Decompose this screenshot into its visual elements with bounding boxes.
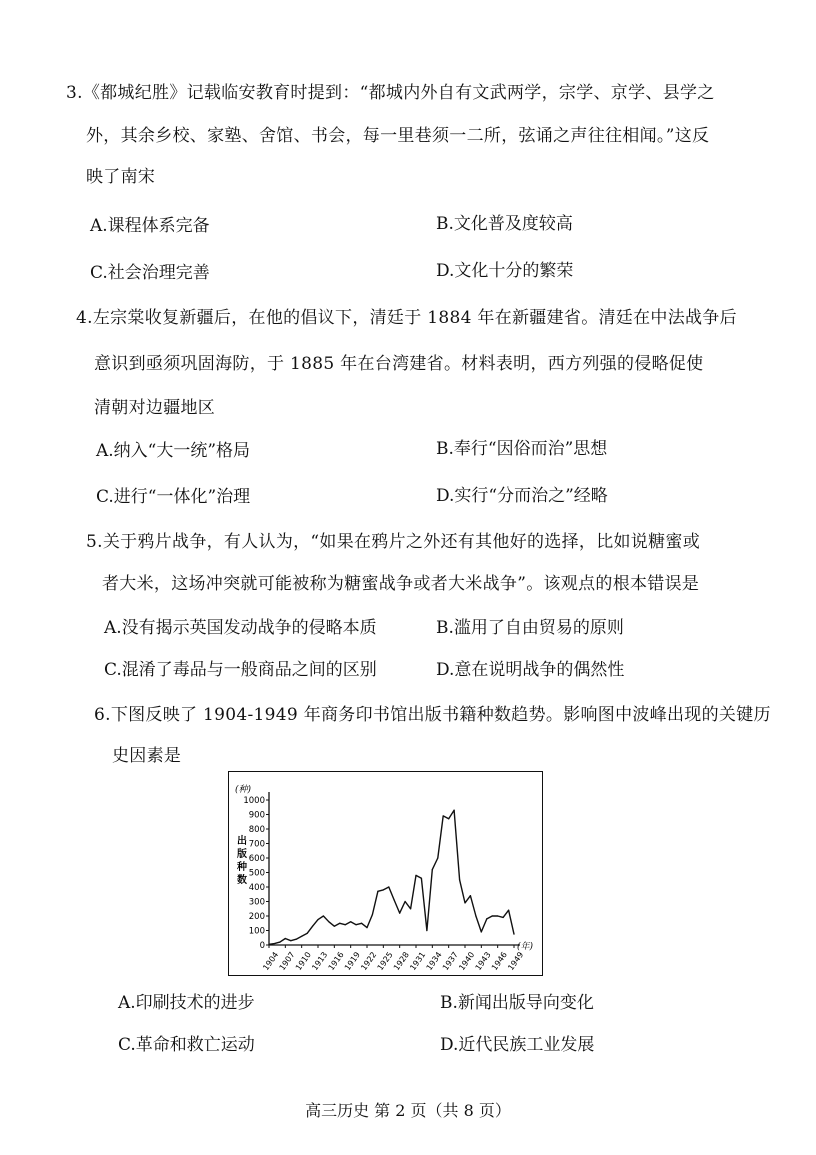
page-footer: 高三历史 第 2 页（共 8 页） [305,1101,511,1120]
q3-option-b[interactable]: B.文化普及度较高 [436,214,573,234]
data-point [503,917,504,918]
data-point [426,930,427,931]
chart-svg [229,772,544,977]
y-axis-label-char: 版 [237,849,247,860]
y-tick-label: 900 [248,810,265,821]
data-point [339,923,340,924]
series-line [269,810,514,944]
q5-option-d[interactable]: D.意在说明战争的偶然性 [436,660,625,680]
data-point [497,915,498,916]
data-point [285,938,286,939]
q5-stem-line-1: 5.关于鸦片战争，有人认为，“如果在鸦片之外还有其他好的选择，比如说糖蜜或 [86,532,701,552]
q6-option-b[interactable]: B.新闻出版导向变化 [440,993,594,1013]
data-point [437,857,438,858]
data-point [323,915,324,916]
data-point [388,886,389,887]
y-tick-label: 600 [248,854,265,864]
q6-option-c[interactable]: C.革命和救亡运动 [118,1035,255,1055]
x-tick-label: 1916 [326,950,346,973]
data-point [361,923,362,924]
x-tick-label: 1937 [440,950,460,973]
data-point [317,919,318,920]
y-tick-label: 300 [248,897,265,908]
x-tick-label: 1934 [424,950,444,973]
q6-stem-line-1: 6.下图反映了 1904-1949 年商务印书馆出版书籍种数趋势。影响图中波峰出现的关键历 [94,705,771,725]
data-point [366,927,367,928]
x-tick-label: 1928 [391,950,411,973]
y-tick-label: 800 [248,825,265,835]
data-point [399,913,400,914]
data-point [508,910,509,911]
data-point [481,931,482,932]
y-unit-label: (种) [235,785,252,795]
q5-option-b[interactable]: B.滥用了自由贸易的原则 [436,618,624,638]
data-point [268,944,269,945]
data-point [421,878,422,879]
data-point [410,908,411,909]
data-point [307,933,308,934]
y-axis-label-char: 数 [237,875,247,886]
data-point [459,879,460,880]
q5-option-a[interactable]: A.没有揭示英国发动战争的侵略本质 [104,618,377,638]
x-tick-label: 1931 [408,950,428,973]
x-tick-label: 1907 [277,950,297,973]
data-point [279,942,280,943]
y-tick-label: 100 [248,926,265,937]
q4-option-b[interactable]: B.奉行“因俗而治”思想 [436,439,608,459]
data-point [475,915,476,916]
data-point [350,921,351,922]
q3-option-c[interactable]: C.社会治理完善 [90,263,210,283]
data-point [486,918,487,919]
data-point [274,943,275,944]
y-tick-label: 0 [259,941,265,951]
data-point [301,936,302,937]
q5-option-c[interactable]: C.混淆了毒品与一般商品之间的区别 [104,660,377,680]
data-point [345,924,346,925]
y-axis-label-char: 种 [237,862,247,873]
data-point [454,810,455,811]
x-tick-label: 1925 [375,950,395,973]
data-point [394,899,395,900]
publishing-trend-chart [228,771,543,976]
q3-option-a[interactable]: A.课程体系完备 [90,216,210,236]
x-unit-label: (年) [517,942,534,952]
q6-stem-line-2: 史因素是 [112,746,182,766]
data-point [356,924,357,925]
q4-stem-line-2: 意识到亟须巩固海防，于 1885 年在台湾建省。材料表明，西方列强的侵略促使 [94,354,704,374]
y-tick-label: 200 [248,912,265,922]
data-point [415,875,416,876]
q3-stem-line-2: 外，其余乡校、家塾、舍馆、书会，每一里巷须一二所，弦诵之声往往相闻。”这反 [86,126,710,146]
q4-option-c[interactable]: C.进行“一体化”治理 [96,487,251,507]
q3-stem-line-3: 映了南宋 [86,167,156,187]
data-point [377,891,378,892]
data-point [372,914,373,915]
x-tick-label: 1946 [489,950,509,973]
data-point [464,902,465,903]
data-point [328,921,329,922]
data-point [290,940,291,941]
data-point [492,915,493,916]
y-tick-label: 400 [248,883,265,893]
q4-stem-line-3: 清朝对边疆地区 [94,398,216,418]
data-point [334,926,335,927]
x-tick-label: 1922 [359,950,379,973]
x-tick-label: 1943 [473,950,493,973]
q6-option-a[interactable]: A.印刷技术的进步 [118,993,255,1013]
q4-option-a[interactable]: A.纳入“大一统”格局 [96,441,251,461]
x-tick-label: 1940 [457,950,477,973]
data-point [312,926,313,927]
data-point [432,869,433,870]
x-tick-label: 1913 [310,950,330,973]
data-point [443,815,444,816]
data-point [296,939,297,940]
y-tick-label: 700 [248,839,265,850]
q4-option-d[interactable]: D.实行“分而治之”经略 [436,486,608,506]
y-axis-label-char: 出 [237,836,247,847]
data-point [405,901,406,902]
x-tick-label: 1919 [342,950,362,973]
data-point [513,934,514,935]
data-point [383,889,384,890]
y-tick-label: 500 [248,868,265,879]
y-tick-label: 1000 [243,796,265,806]
q6-option-d[interactable]: D.近代民族工业发展 [440,1035,595,1055]
x-tick-label: 1949 [506,950,526,973]
x-tick-label: 1910 [293,950,313,973]
q5-stem-line-2: 者大米，这场冲突就可能被称为糖蜜战争或者大米战争”。该观点的根本错误是 [102,574,700,594]
q3-stem-line-1: 3.《都城纪胜》记载临安教育时提到：“都城内外自有文武两学，宗学、京学、县学之 [66,83,715,103]
q4-stem-line-1: 4.左宗棠收复新疆后，在他的倡议下，清廷于 1884 年在新疆建省。清廷在中法战争后 [76,308,737,328]
q3-option-d[interactable]: D.文化十分的繁荣 [436,261,574,281]
x-tick-label: 1904 [261,950,281,973]
data-point [470,895,471,896]
data-point [448,818,449,819]
